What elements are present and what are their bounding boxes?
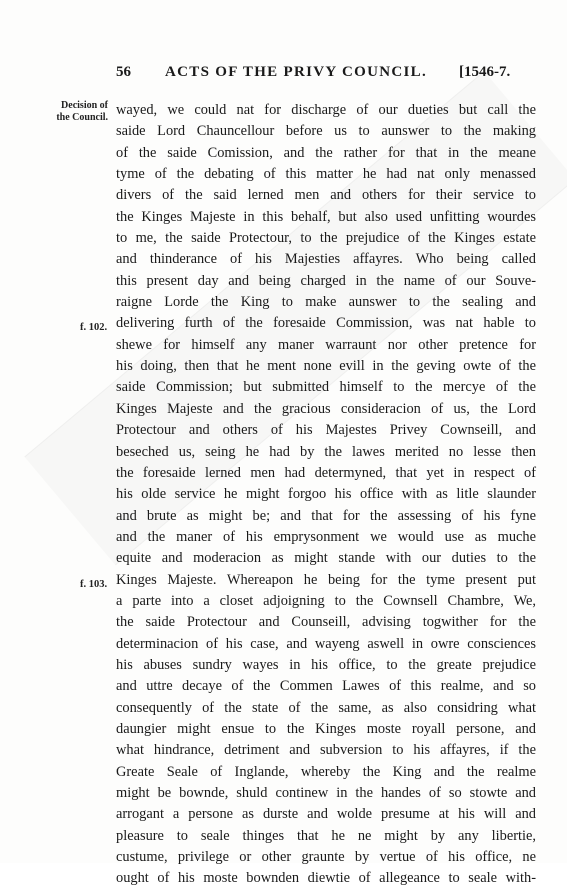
- text-line: arrogant a persone as durste and wolde presume at his will and: [116, 806, 536, 823]
- text-line: his doing, then that he ment none evill in the geving owte of the: [116, 358, 536, 375]
- text-line: Protectour and others of his Majestes Privey Cownseill, and: [116, 422, 536, 439]
- text-line: saide Commission; but submitted himself to the mercye of the: [116, 379, 536, 396]
- text-line: a parte into a closet adjoigning to the Cownsell Chambre, We,: [116, 592, 536, 609]
- text-line: delivering furth of the foresaide Commission, was nat hable to: [116, 315, 536, 332]
- body-text: [116, 100, 536, 890]
- text-line: to me, the saide Protectour, to the prejudice of the Kinges estate: [116, 230, 536, 247]
- text-line: Kinges Majeste and the gracious consideracion of us, the Lord: [116, 400, 536, 417]
- text-line: what hindrance, detriment and subversion to his affayres, if the: [116, 742, 536, 759]
- text-line: consequently of the state of the same, as also considring what: [116, 699, 536, 716]
- text-line: wayed, we could nat for discharge of our dueties but call the: [116, 102, 536, 118]
- text-line: Kinges Majeste. Whereapon he being for the tyme present put: [116, 571, 536, 588]
- margin-note: [30, 100, 108, 124]
- text-line: and the maner of his emprysonment we would use as muche: [116, 528, 536, 545]
- folio-mark: f. 103.: [80, 579, 108, 590]
- running-title: ACTS OF THE PRIVY COUNCIL.: [165, 64, 428, 80]
- text-line: raigne Lorde the King to make aunswer to the sealing and: [116, 294, 536, 311]
- text-line: ought of his moste bownden diewtie of allegeance to seale with-: [116, 870, 536, 887]
- year-range: [1546-7.: [459, 64, 511, 80]
- text-line: shewe for himself any maner warraunt nor other pretence for: [116, 336, 536, 353]
- text-line: his olde service he might forgoo his office with as litle slaunder: [116, 486, 536, 503]
- text-line: tyme of the debating of this matter he had nat only menassed: [116, 166, 536, 183]
- text-line: pleasure to seale thinges that he ne might by any libertie,: [116, 827, 536, 844]
- text-line: equite and moderacion as might stande with our duties to the: [116, 550, 536, 567]
- text-line: the saide Protectour and Counseill, advising togwither for the: [116, 614, 536, 631]
- text-line: divers of the said lerned men and others for their service to: [116, 187, 536, 204]
- text-line: beseched us, seing he had by the lawes merited no lesse then: [116, 443, 536, 460]
- margin-note-line: the Council.: [56, 112, 108, 123]
- text-line: the foresaide lerned men had determyned, that yet in respect of: [116, 464, 536, 481]
- text-line: might be bownde, shuld continew in the handes of so stowte and: [116, 785, 536, 801]
- text-line: his abuses sundry wayes in his office, to the greate prejudice: [116, 656, 536, 673]
- text-line: of the saide Comission, and the rather for that in the meane: [116, 144, 536, 161]
- page-number: 56: [116, 64, 131, 80]
- margin-note-line: Decision of: [61, 100, 108, 111]
- text-line: daungier might ensue to the Kinges moste royall persone, and: [116, 720, 536, 737]
- text-line: saide Lord Chauncellour before us to aunswer to the making: [116, 123, 536, 140]
- text-line: the Kinges Majeste in this behalf, but also used unfitting wourdes: [116, 208, 536, 225]
- text-line: determinacion of his case, and wayeng aswell in owre consciences: [116, 635, 536, 652]
- text-line: and uttre decaye of the Commen Lawes of this realme, and so: [116, 678, 536, 695]
- page-header: [0, 64, 567, 84]
- folio-mark: f. 102.: [80, 322, 108, 333]
- text-line: this present day and being charged in the name of our Souve-: [116, 272, 536, 289]
- text-line: custume, privilege or other graunte by vertue of his office, ne: [116, 849, 536, 866]
- text-line: Greate Seale of Inglande, whereby the King and the realme: [116, 763, 536, 780]
- text-line: and thinderance of his Majesties affayres. Who being called: [116, 251, 536, 268]
- text-line: and brute as might be; and that for the assessing of his fyne: [116, 507, 536, 524]
